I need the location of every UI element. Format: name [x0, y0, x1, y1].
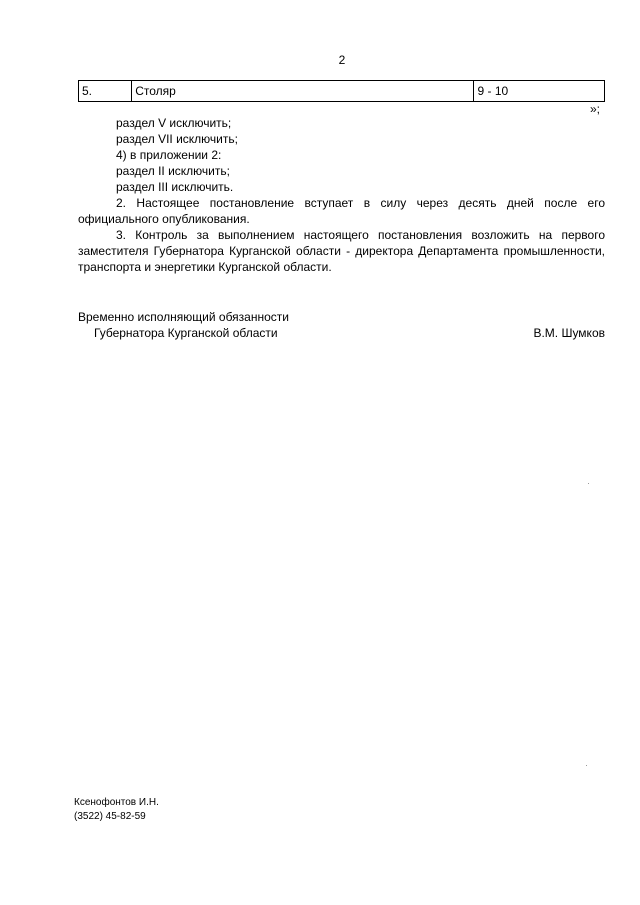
scan-speck	[586, 765, 587, 766]
signatory-name: В.М. Шумков	[533, 326, 605, 340]
executor-name: Ксенофонтов И.Н.	[74, 797, 159, 808]
executor-block	[74, 796, 159, 824]
signatory-position-line2: Губернатора Курганской области	[94, 326, 278, 340]
scan-speck	[588, 483, 589, 484]
signatory-position-line1: Временно исполняющий обязанности	[78, 310, 289, 324]
paragraph: раздел III исключить.	[116, 180, 234, 194]
paragraph: 4) в приложении 2:	[116, 148, 222, 162]
table-row	[79, 81, 605, 102]
executor-phone: (3522) 45-82-59	[74, 811, 146, 822]
profession-name-cell: Столяр	[132, 81, 474, 102]
grade-cell: 9 - 10	[474, 81, 605, 102]
document-body	[78, 115, 605, 275]
page-number: 2	[338, 53, 346, 67]
row-number-cell: 5.	[79, 81, 132, 102]
paragraph: раздел VII исключить;	[116, 132, 238, 146]
profession-table	[78, 80, 605, 102]
signature-block	[78, 309, 605, 341]
signature-row	[78, 325, 605, 341]
paragraph: 2. Настоящее постановление вступает в силу через десять дней после его официального опубликования.	[78, 196, 605, 226]
paragraph: раздел II исключить;	[116, 164, 230, 178]
paragraph: 3. Контроль за выполнением настоящего постановления возложить на первого заместителя Губернатора Курганской области - директора Департамента промышленности, транспорта и энергетики Курганской области.	[78, 228, 605, 274]
paragraph: раздел V исключить;	[116, 116, 232, 130]
closing-quote: »;	[590, 102, 601, 116]
